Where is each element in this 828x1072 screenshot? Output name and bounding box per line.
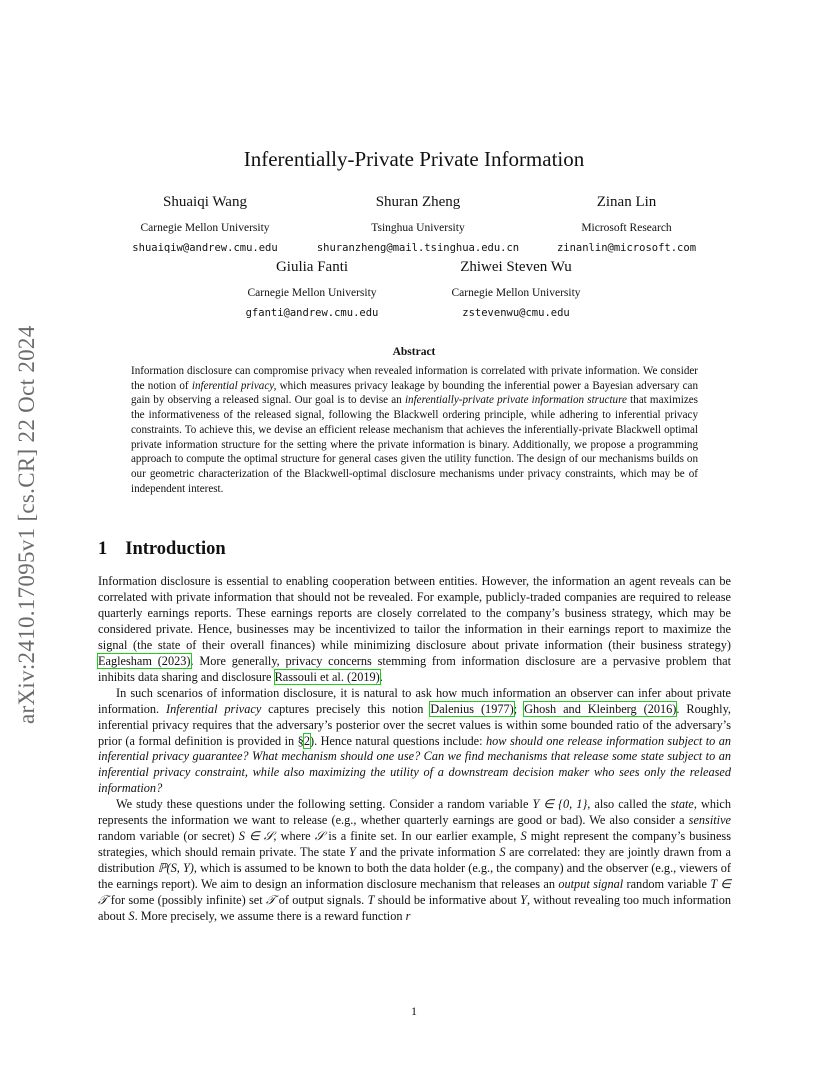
page-number: 1 [411, 1004, 417, 1018]
section-heading [98, 539, 226, 560]
citation-link[interactable]: Rassouli et al. (2019) [274, 669, 380, 684]
text-run: captures precisely this notion [261, 701, 431, 716]
author-name: Shuaiqi Wang [163, 194, 247, 210]
author-affiliation: Tsinghua University [371, 222, 465, 234]
citation-link[interactable]: Ghosh and Kleinberg (2016) [524, 701, 677, 716]
text-run: We study these questions under the following setting. Consider a random variable [116, 797, 533, 812]
author-affiliation: Carnegie Mellon University [451, 287, 581, 299]
text-run: are correlated: they are jointly drawn from a distribution [98, 845, 731, 876]
section-reference-link[interactable]: 2 [303, 733, 310, 748]
abstract-text-run: that maximizes the informativeness of the released signal, following the Blackwell ordering principle, while adhering to inferential privacy constraints. To achieve this, we devise an efficient release mechanism that achieves the inferentially-private Blackwell optimal private information structure for the setting where the private information is binary. Additionally, we propose a programming approach to compute the optimal structure for general cases given the utility function. The design of our mechanisms builds on our geometric characterization of the Blackwell-optimal disclosure mechanisms under privacy constraints, which may be of independent interest. [131, 394, 698, 495]
math: S [520, 829, 527, 844]
math: S [499, 845, 506, 860]
abstract-emphasis: inferentially-private private information structure [404, 394, 627, 407]
author-block [540, 193, 713, 256]
math: T [367, 893, 375, 908]
text-run: ; [513, 701, 525, 716]
emphasis: how should one release information subject to an inferential privacy guarantee? What mechanism should one use? Can we find mechanisms that release some state subject to an inferential privacy constraint, while also maximizing the utility of a downstream decision maker who sees only the released information? [98, 733, 732, 796]
author-block [212, 258, 412, 321]
text-run: random variable [623, 877, 711, 892]
math: Y [520, 893, 527, 908]
text-run: Information disclosure is essential to enabling cooperation between entities. However, the information an agent reveals can be correlated with private information that should not be revealed. For example, publicly-traded companies are required to release quarterly earnings reports. These earnings reports are closely correlated to the company’s business strategy, which may be considered private. Hence, businesses may be incentivized to tailor the information in their earnings report to maximize the signal (the state of their overall finances) while minimizing disclosure about private information (their business strategy) [98, 574, 731, 652]
paragraph [98, 574, 731, 686]
paragraph [98, 797, 731, 925]
abstract-emphasis: inferential privacy, [191, 379, 277, 392]
emphasis: Inferential privacy [166, 701, 262, 716]
author-block [416, 258, 616, 321]
text-run: of output signals. [275, 893, 368, 908]
math: T ∈ 𝒯 [98, 877, 731, 908]
emphasis: output signal [558, 877, 624, 892]
text-run: , where [273, 829, 315, 844]
section-number: 1 [98, 539, 108, 559]
text-run: . More generally, privacy concerns stemming from information disclosure are a pervasive problem that inhibits data sharing and disclosure [98, 653, 731, 684]
text-run: and the private information [355, 845, 500, 860]
section-title: Introduction [125, 539, 226, 559]
text-run: , without revealing too much information about [98, 893, 732, 924]
author-name: Giulia Fanti [275, 259, 349, 275]
math: Y [349, 845, 356, 860]
text-run: In such scenarios of information disclosure, it is natural to ask how much information an observer can infer about private information. [98, 685, 731, 716]
math: 𝒯 [265, 893, 276, 908]
author-email[interactable]: gfanti@andrew.cmu.edu [245, 307, 379, 319]
text-run: is a finite set. In our earlier example, [324, 829, 521, 844]
citation-link[interactable]: Eaglesham (2023) [98, 653, 191, 668]
author-name: Shuran Zheng [375, 194, 461, 210]
text-run: , which is assumed to be known to both the data holder (e.g., the company) and the observer (e.g., viewers of the earnings report). We aim to design an information disclosure mechanism that releases an [98, 861, 732, 892]
paragraph [98, 686, 731, 798]
text-run: , also called the [587, 797, 671, 812]
abstract-heading: Abstract [392, 346, 436, 358]
author-email[interactable]: zinanlin@microsoft.com [556, 242, 697, 254]
author-email[interactable]: shuranzheng@mail.tsinghua.edu.cn [316, 242, 520, 254]
author-block [303, 193, 533, 256]
text-run: for some (possibly infinite) set [107, 893, 266, 908]
arxiv-identifier-stamp: arXiv:2410.17095v1 [cs.CR] 22 Oct 2024 [14, 325, 39, 725]
abstract-text-run: Information disclosure can compromise privacy when revealed information is correlated with private information. We consider the notion of [131, 365, 698, 392]
citation-link[interactable]: Dalenius (1977) [430, 701, 514, 716]
math: r [405, 909, 411, 924]
author-email[interactable]: shuaiqiw@andrew.cmu.edu [132, 242, 278, 254]
text-run: should be informative about [374, 893, 521, 908]
text-run: . Roughly, inferential privacy requires that the adversary’s posterior over the secret values is within some bounded ratio of the adversary’s prior (a formal definition is provided in § [98, 701, 732, 748]
author-affiliation: Carnegie Mellon University [247, 287, 377, 299]
abstract-text [131, 364, 698, 496]
author-name: Zinan Lin [596, 194, 657, 210]
math: S ∈ 𝒮 [238, 829, 274, 844]
author-affiliation: Carnegie Mellon University [140, 222, 270, 234]
author-affiliation: Microsoft Research [581, 222, 672, 234]
math: 𝒮 [314, 829, 325, 844]
emphasis: sensitive [688, 813, 731, 828]
math: Y ∈ {0, 1} [532, 797, 588, 812]
text-run: ). Hence natural questions include: [309, 733, 486, 748]
text-run: random variable (or secret) [98, 829, 239, 844]
math: S [128, 909, 135, 924]
emphasis: state [670, 797, 694, 812]
author-email[interactable]: zstevenwu@cmu.edu [462, 307, 570, 319]
text-run: . More precisely, we assume there is a reward function [134, 909, 406, 924]
math: ℙ(S, Y) [157, 861, 194, 876]
introduction-body [98, 574, 731, 925]
abstract-text-run: which measures privacy leakage by bounding the inferential power a Bayesian adversary can gain by observing a released signal. Our goal is to devise an [131, 379, 698, 407]
text-run: . [379, 669, 383, 684]
text-run: might represent the company’s business strategies, which should remain private. The state [98, 829, 731, 860]
author-block [105, 193, 305, 256]
author-name: Zhiwei Steven Wu [460, 259, 572, 275]
text-run: , which represents the information we want to release (e.g., whether quarterly earnings are good or bad). We also consider a [98, 797, 732, 828]
paper-title: Inferentially-Private Private Information [243, 147, 585, 171]
